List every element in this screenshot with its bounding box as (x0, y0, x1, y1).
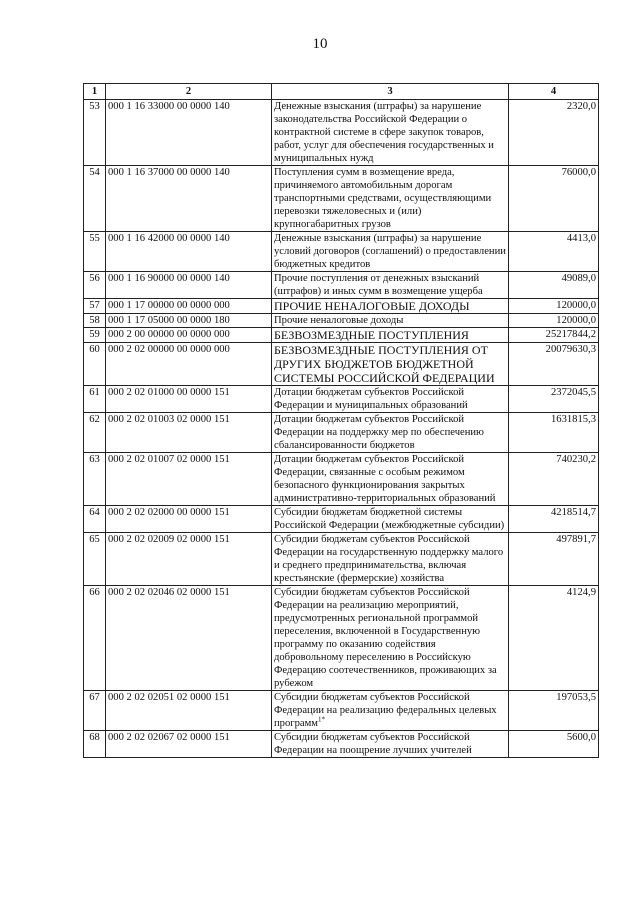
budget-code: 000 2 00 00000 00 0000 000 (106, 328, 272, 343)
row-number: 53 (84, 100, 106, 166)
income-name: ПРОЧИЕ НЕНАЛОГОВЫЕ ДОХОДЫ (272, 299, 509, 314)
budget-code: 000 2 02 02046 02 0000 151 (106, 586, 272, 691)
amount-value: 76000,0 (509, 166, 599, 232)
amount-value: 5600,0 (509, 731, 599, 758)
income-name: Дотации бюджетам субъектов Российской Федерации на поддержку мер по обеспечению сбалансированности бюджетов (272, 413, 509, 453)
budget-code: 000 2 02 02051 02 0000 151 (106, 691, 272, 731)
row-number: 64 (84, 506, 106, 533)
amount-value: 20079630,3 (509, 343, 599, 386)
table-row (84, 343, 599, 386)
page-number: 10 (312, 36, 328, 52)
amount-value: 25217844,2 (509, 328, 599, 343)
table-body (84, 100, 599, 758)
income-name: Прочие неналоговые доходы (272, 314, 509, 328)
income-name: Прочие поступления от денежных взысканий (штрафов) и иных сумм в возмещение ущерба (272, 272, 509, 299)
row-number: 67 (84, 691, 106, 731)
footnote-mark: 1* (318, 715, 326, 724)
budget-code: 000 2 02 01000 00 0000 151 (106, 386, 272, 413)
budget-code: 000 2 02 02000 00 0000 151 (106, 506, 272, 533)
row-number: 62 (84, 413, 106, 453)
table-row (84, 299, 599, 314)
income-name: БЕЗВОЗМЕЗДНЫЕ ПОСТУПЛЕНИЯ (272, 328, 509, 343)
amount-value: 120000,0 (509, 314, 599, 328)
budget-code: 000 2 02 02067 02 0000 151 (106, 731, 272, 758)
table-row (84, 314, 599, 328)
income-name: БЕЗВОЗМЕЗДНЫЕ ПОСТУПЛЕНИЯ ОТ ДРУГИХ БЮДЖЕТОВ БЮДЖЕТНОЙ СИСТЕМЫ РОССИЙСКОЙ ФЕДЕРАЦИИ (272, 343, 509, 386)
amount-value: 2372045,5 (509, 386, 599, 413)
income-name: Дотации бюджетам субъектов Российской Федерации и муниципальных образований (272, 386, 509, 413)
table-row (84, 586, 599, 691)
table-row (84, 386, 599, 413)
row-number: 55 (84, 232, 106, 272)
amount-value: 2320,0 (509, 100, 599, 166)
table-row (84, 100, 599, 166)
income-name: Субсидии бюджетам субъектов Российской Федерации на реализацию мероприятий, предусмотренных региональной программой переселения, включенной в Государственную программу по оказанию содействия добровольному переселению в Российскую Федерацию соотечественников, проживающих за рубежом (272, 586, 509, 691)
amount-value: 4413,0 (509, 232, 599, 272)
row-number: 61 (84, 386, 106, 413)
amount-value: 4218514,7 (509, 506, 599, 533)
table-row (84, 328, 599, 343)
income-name: Субсидии бюджетам субъектов Российской Федерации на государственную поддержку малого и среднего предпринимательства, включая крестьянские (фермерские) хозяйства (272, 533, 509, 586)
amount-value: 120000,0 (509, 299, 599, 314)
table-row (84, 166, 599, 232)
amount-value: 49089,0 (509, 272, 599, 299)
income-name (272, 691, 509, 731)
table-row (84, 413, 599, 453)
row-number: 56 (84, 272, 106, 299)
row-number: 65 (84, 533, 106, 586)
budget-code: 000 1 17 05000 00 0000 180 (106, 314, 272, 328)
column-header: 2 (106, 84, 272, 100)
amount-value: 4124,9 (509, 586, 599, 691)
income-name-text: Субсидии бюджетам субъектов Российской Федерации на реализацию федеральных целевых программ (274, 692, 497, 729)
row-number: 58 (84, 314, 106, 328)
row-number: 57 (84, 299, 106, 314)
table-row (84, 506, 599, 533)
budget-code: 000 1 16 42000 00 0000 140 (106, 232, 272, 272)
income-name: Субсидии бюджетам субъектов Российской Федерации на поощрение лучших учителей (272, 731, 509, 758)
income-name: Поступления сумм в возмещение вреда, причиняемого автомобильным дорогам транспортными средствами, осуществляющими перевозки тяжеловесных и (или) крупногабаритных грузов (272, 166, 509, 232)
table-header-row (84, 84, 599, 100)
budget-table (83, 83, 599, 758)
column-header: 3 (272, 84, 509, 100)
amount-value: 497891,7 (509, 533, 599, 586)
income-name: Денежные взыскания (штрафы) за нарушение законодательства Российской Федерации о контрактной системе в сфере закупок товаров, работ, услуг для обеспечения государственных и муниципальных нужд (272, 100, 509, 166)
budget-code: 000 2 02 01003 02 0000 151 (106, 413, 272, 453)
row-number: 63 (84, 453, 106, 506)
row-number: 54 (84, 166, 106, 232)
budget-code: 000 1 16 90000 00 0000 140 (106, 272, 272, 299)
table-row (84, 533, 599, 586)
row-number: 66 (84, 586, 106, 691)
column-header: 1 (84, 84, 106, 100)
amount-value: 197053,5 (509, 691, 599, 731)
budget-code: 000 1 16 37000 00 0000 140 (106, 166, 272, 232)
amount-value: 1631815,3 (509, 413, 599, 453)
budget-code: 000 1 17 00000 00 0000 000 (106, 299, 272, 314)
budget-code: 000 2 02 02009 02 0000 151 (106, 533, 272, 586)
row-number: 68 (84, 731, 106, 758)
budget-code: 000 1 16 33000 00 0000 140 (106, 100, 272, 166)
table-row (84, 453, 599, 506)
table-row (84, 272, 599, 299)
table-row (84, 691, 599, 731)
income-name: Денежные взыскания (штрафы) за нарушение условий договоров (соглашений) о предоставлении бюджетных кредитов (272, 232, 509, 272)
income-name: Субсидии бюджетам бюджетной системы Российской Федерации (межбюджетные субсидии) (272, 506, 509, 533)
row-number: 59 (84, 328, 106, 343)
column-header: 4 (509, 84, 599, 100)
table-row (84, 232, 599, 272)
income-name: Дотации бюджетам субъектов Российской Федерации, связанные с особым режимом безопасного функционирования закрытых административно-территориальных образований (272, 453, 509, 506)
budget-code: 000 2 02 01007 02 0000 151 (106, 453, 272, 506)
budget-code: 000 2 02 00000 00 0000 000 (106, 343, 272, 386)
row-number: 60 (84, 343, 106, 386)
amount-value: 740230,2 (509, 453, 599, 506)
table-row (84, 731, 599, 758)
